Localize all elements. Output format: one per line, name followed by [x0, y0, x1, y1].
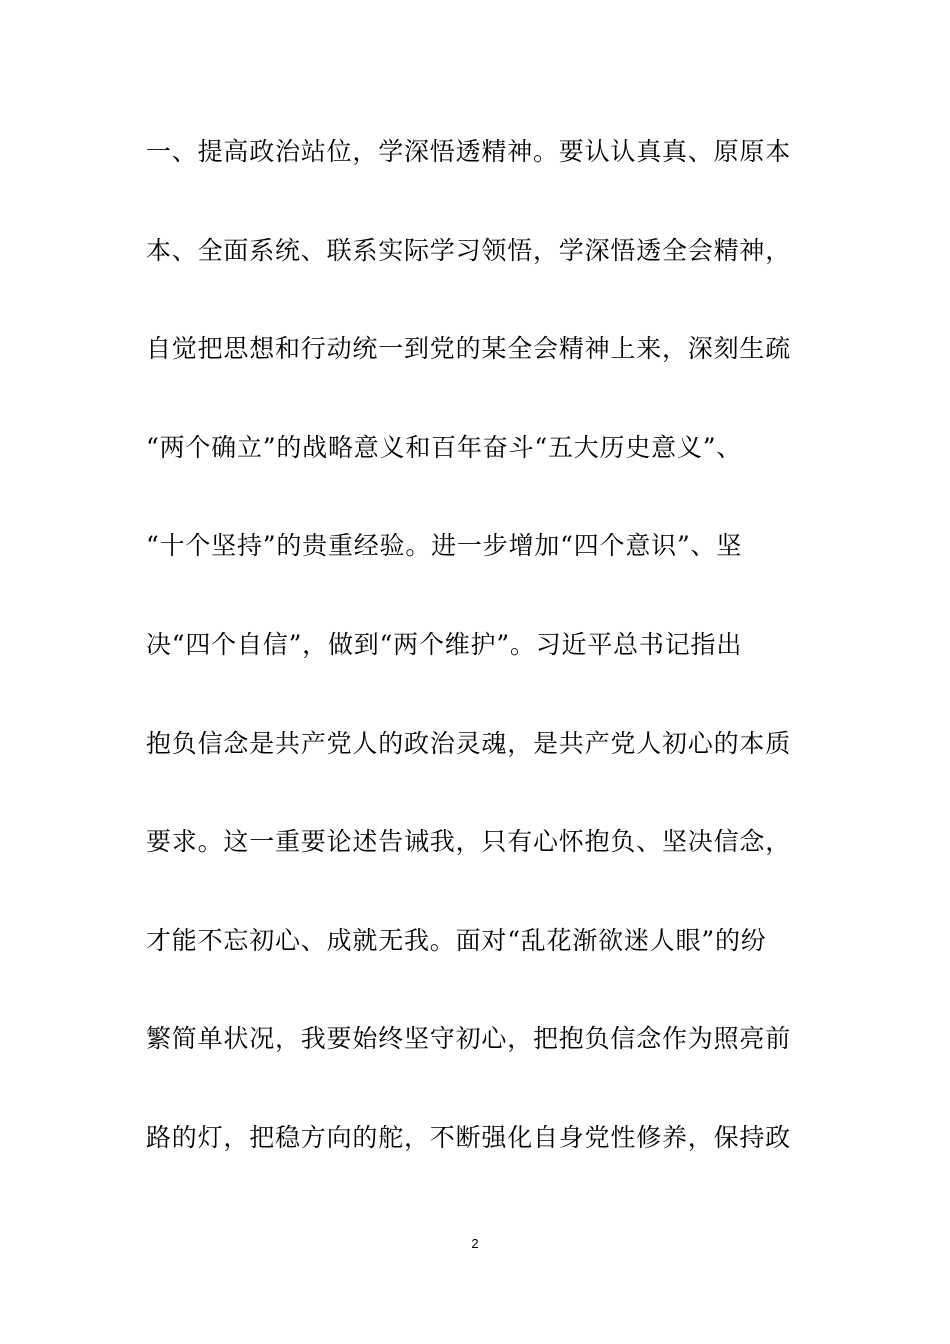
- text-line: 抱负信念是共产党人的政治灵魂，是共产党人初心的本质: [146, 728, 792, 758]
- text-line: “十个坚持”的贵重经验。进一步增加“四个意识”、坚: [146, 531, 743, 561]
- text-line: 繁简单状况，我要始终坚守初心，把抱负信念作为照亮前: [146, 1024, 792, 1054]
- body-text: [146, 127, 806, 1212]
- text-line: 决“四个自信”，做到“两个维护”。习近平总书记指出: [146, 629, 743, 659]
- text-line: 本、全面系统、联系实际学习领悟，学深悟透全会精神，: [146, 235, 792, 265]
- page-number: 2: [471, 1236, 479, 1251]
- text-line: 要求。这一重要论述告诫我，只有心怀抱负、坚决信念，: [146, 827, 792, 857]
- text-line: 才能不忘初心、成就无我。面对“乱花渐欲迷人眼”的纷: [146, 925, 767, 955]
- text-line: “两个确立”的战略意义和百年奋斗“五大历史意义”、: [146, 432, 743, 462]
- text-line: 自觉把思想和行动统一到党的某全会精神上来，深刻生疏: [146, 334, 792, 364]
- text-line: 路的灯，把稳方向的舵，不断强化自身党性修养，保持政: [146, 1122, 792, 1152]
- text-line: 一、提高政治站位，学深悟透精神。要认认真真、原原本: [146, 137, 792, 166]
